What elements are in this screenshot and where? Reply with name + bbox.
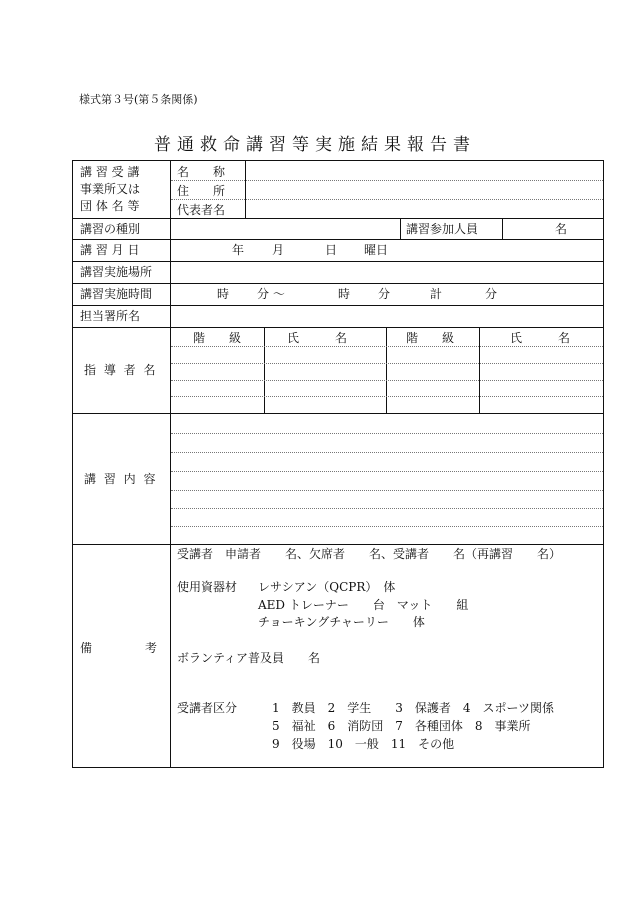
representative-field-label: 代表者名 (177, 203, 226, 217)
organizer-label-1: 講 習 受 講 (80, 165, 140, 179)
row-line (72, 327, 604, 328)
end-hour-unit: 時 (338, 287, 351, 301)
row-line (72, 283, 604, 284)
form-number: 様式第３号(第５条関係) (79, 93, 198, 106)
volunteer-line: ボランティア普及員 名 (177, 651, 321, 665)
year-unit: 年 (232, 243, 245, 257)
organizer-row-line (171, 199, 603, 200)
cell-divider (502, 218, 503, 239)
category-line-2: 5 福祉 6 消防団 7 各種団体 8 事業所 (272, 719, 531, 733)
name-header-1: 氏 名 (287, 331, 348, 345)
rank-header-1: 階 級 (193, 331, 242, 345)
time-label: 講習実施時間 (80, 287, 153, 301)
course-type-label: 講習の種別 (80, 222, 141, 236)
row-line (72, 544, 604, 545)
remarks-label-left: 備 (80, 641, 93, 655)
report-table (72, 160, 604, 768)
month-unit: 月 (272, 243, 285, 257)
organizer-row-line (171, 180, 603, 181)
rank-header-2: 階 級 (406, 331, 455, 345)
address-field-label: 住 所 (177, 184, 226, 198)
start-minute-unit: 分 〜 (257, 287, 285, 301)
content-row-line (171, 526, 603, 527)
document-title: 普通救命講習等実施結果報告書 (154, 135, 476, 155)
content-row-line (171, 433, 603, 434)
cell-divider (400, 218, 401, 239)
station-label: 担当署所名 (80, 309, 141, 323)
remarks-label-right: 考 (145, 641, 158, 655)
content-row-line (171, 471, 603, 472)
participants-label: 講習参加人員 (406, 222, 479, 236)
category-line-1: 1 教員 2 学生 3 保護者 4 スポーツ関係 (272, 701, 555, 715)
category-label: 受講者区分 (177, 701, 238, 715)
attendees-line: 受講者 申請者 名、欠席者 名、受講者 名（再講習 名） (177, 547, 562, 561)
content-label: 講 習 内 容 (84, 472, 158, 486)
content-row-line (171, 452, 603, 453)
equipment-item-3: チョーキングチャーリー 体 (258, 615, 425, 629)
total-label: 計 (430, 287, 443, 301)
instructors-label: 指 導 者 名 (84, 363, 158, 377)
field-label-divider (245, 160, 246, 218)
instructor-col-divider (264, 327, 265, 413)
equipment-item-2: AED トレーナー 台 マット 組 (258, 598, 469, 612)
category-line-3: 9 役場 10 一般 11 その他 (272, 737, 455, 751)
start-hour-unit: 時 (217, 287, 230, 301)
name-header-2: 氏 名 (510, 331, 571, 345)
weekday-unit: 曜日 (364, 243, 389, 257)
instructor-col-divider (479, 327, 480, 413)
instructor-col-divider (386, 327, 387, 413)
instructor-row-line (171, 396, 603, 397)
instructor-row-line (171, 346, 603, 347)
row-line (72, 305, 604, 306)
total-minute-unit: 分 (485, 287, 498, 301)
content-row-line (171, 490, 603, 491)
row-line (72, 239, 604, 240)
day-unit: 日 (325, 243, 338, 257)
content-row-line (171, 508, 603, 509)
instructor-row-line (171, 380, 603, 381)
organizer-label-3: 団 体 名 等 (80, 199, 140, 213)
instructor-row-line (171, 363, 603, 364)
row-line (72, 218, 604, 219)
row-line (72, 261, 604, 262)
equipment-label: 使用資器材 (177, 580, 238, 594)
place-label: 講習実施場所 (80, 265, 153, 279)
equipment-item-1: レサシアン（QCPR） 体 (258, 580, 396, 594)
end-minute-unit: 分 (378, 287, 391, 301)
date-label: 講 習 月 日 (80, 243, 140, 257)
organizer-label-2: 事業所又は (80, 182, 141, 196)
participants-unit: 名 (555, 222, 568, 236)
label-column-divider (170, 160, 171, 768)
row-line (72, 413, 604, 414)
name-field-label: 名 称 (177, 165, 226, 179)
